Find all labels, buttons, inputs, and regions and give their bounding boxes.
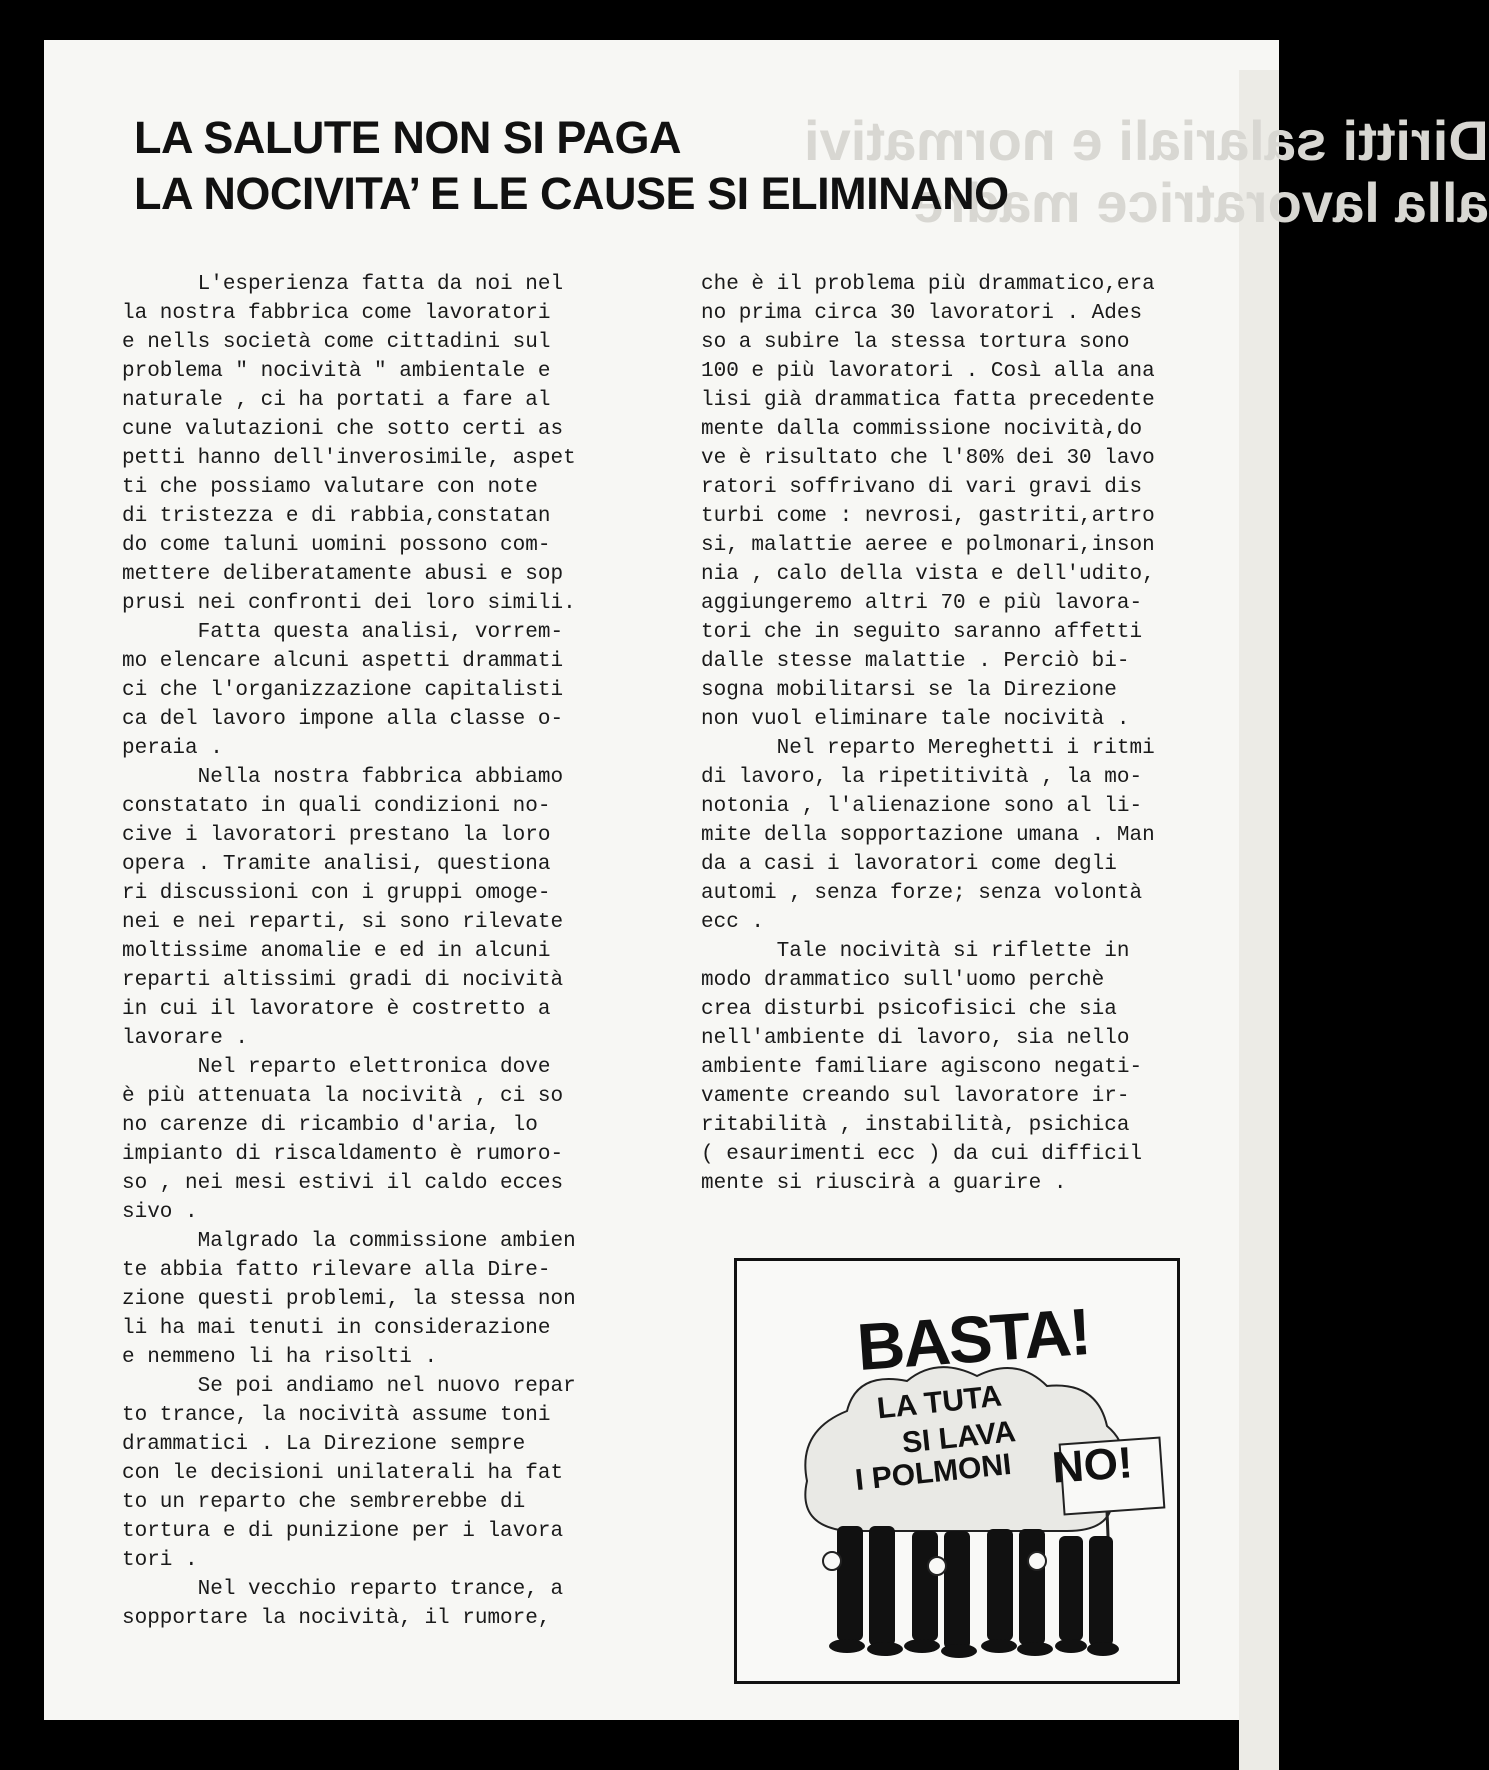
poster-headline: BASTA! bbox=[854, 1293, 1092, 1385]
paragraph: che è il problema più drammatico,era no prima circa 30 lavoratori . Ades so a subire la stessa tortura sono 100 e più lavoratori . Così alla ana lisi già drammatica fatta precedente mente dalla commissione nocività,do ve è risultato che l'80% dei 30 lavo ratori soffrivano di vari gravi dis turbi come : nevrosi, gastriti,artro si, malattie aeree e polmonari,inson nia , calo della vista e dell'udito, aggiungeremo altri 70 e più lavora- tori che in seguito saranno affetti dalle stesse malattie . Perciò bi- sogna mobilitarsi se la Direzione non vuol eliminare tale nocività . bbox=[701, 273, 1155, 731]
poster-text-line: LA TUTA bbox=[875, 1379, 1004, 1426]
paragraph: Nel reparto elettronica dove è più attenuata la nocività , ci so no carenze di ricambio d'aria, lo impianto di riscaldamento è rumoro- so , nei mesi estivi il caldo ecces sivo . bbox=[122, 1056, 564, 1224]
paragraph: Se poi andiamo nel nuovo repar to trance, la nocività assume toni drammatici . La Direzione sempre con le decisioni unilaterali ha fat to un reparto che sembrerebbe di tortura e di punizione per i lavora tori . bbox=[122, 1375, 576, 1572]
poster-text-line: I POLMONI bbox=[853, 1447, 1013, 1498]
poster-text-line: SI LAVA bbox=[900, 1415, 1018, 1460]
paragraph: Fatta questa analisi, vorrem- mo elencare alcuni aspetti drammati ci che l'organizzazione capitalisti ca del lavoro impone alla classe o- peraia . bbox=[122, 621, 564, 760]
title-line-1: LA SALUTE NON SI PAGA bbox=[134, 112, 682, 163]
paragraph: L'esperienza fatta da noi nel la nostra fabbrica come lavoratori e nells società come cittadini sul problema " nocività " ambientale e naturale , ci ha portati a fare al cune valutazioni che sotto certi as petti hanno dell'inverosimile, aspet ti che possiamo valutare con note di tristezza e di rabbia,constatan do come taluni uomini possono com- mettere deliberatamente abusi e sop prusi nei confronti dei loro simili. bbox=[122, 273, 576, 615]
article-title bbox=[134, 110, 1009, 222]
bleed-through-text: Diritti salariali e normativi alla lavoratrice madre bbox=[804, 109, 1489, 234]
magazine-page bbox=[44, 40, 1489, 1720]
left-column bbox=[122, 270, 682, 1633]
paragraph: Nel reparto Mereghetti i ritmi di lavoro, la ripetitività , la mo- notonia , l'alienazione sono al li- mite della sopportazione umana . Man da a casi i lavoratori come degli automi , senza forze; senza volontà ecc . bbox=[701, 737, 1155, 934]
poster-sign-text: NO! bbox=[1050, 1438, 1135, 1493]
paragraph: Nella nostra fabbrica abbiamo constatato in quali condizioni no- cive i lavoratori prestano la loro opera . Tramite analisi, questiona ri discussioni con i gruppi omoge- nei e nei reparti, si sono rilevate moltissime anomalie e ed in alcuni reparti altissimi gradi di nocività in cui il lavoratore è costretto a lavorare . bbox=[122, 766, 564, 1050]
protest-illustration bbox=[734, 1258, 1180, 1684]
right-column bbox=[701, 270, 1261, 1198]
paragraph: Malgrado la commissione ambien te abbia fatto rilevare alla Dire- zione questi problemi, la stessa non li ha mai tenuti in considerazione e nemmeno li ha risolti . bbox=[122, 1230, 576, 1369]
paragraph: Tale nocività si riflette in modo drammatico sull'uomo perchè crea disturbi psicofisici che sia nell'ambiente di lavoro, sia nello ambiente familiare agiscono negati- vamente creando sul lavoratore ir- ritabilità , instabilità, psichica ( esaurimenti ecc ) da cui difficil mente si riuscirà a guarire . bbox=[701, 940, 1143, 1195]
paragraph: Nel vecchio reparto trance, a sopportare la nocività, il rumore, bbox=[122, 1578, 564, 1630]
title-line-2: LA NOCIVITA’ E LE CAUSE SI ELIMINANO bbox=[134, 168, 1009, 219]
